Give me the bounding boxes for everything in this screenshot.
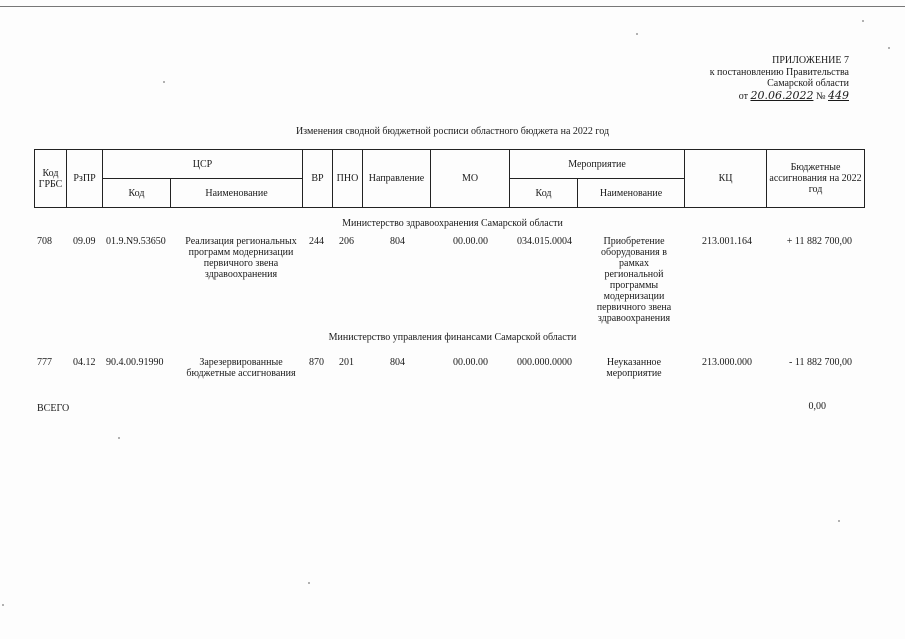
header-event: Мероприятие (510, 150, 685, 179)
scan-speck (2, 604, 4, 606)
header-direction: Направление (363, 150, 431, 208)
appendix-date-line (639, 90, 849, 103)
row-mo: 00.00.00 (453, 357, 488, 368)
header-csr-name: Наименование (171, 179, 303, 208)
header-csr-code: Код (103, 179, 171, 208)
header-csr: ЦСР (103, 150, 303, 179)
scan-speck (636, 33, 638, 35)
header-rzpr: РзПР (67, 150, 103, 208)
row-pno: 201 (339, 357, 354, 368)
row-csr-name: Зарезервированные бюджетные ассигнования (186, 357, 296, 379)
row-grbs: 708 (37, 236, 52, 247)
total-value: 0,00 (808, 401, 826, 412)
handwritten-date: 20.06.2022 (750, 88, 814, 102)
appendix-block (639, 55, 849, 102)
row-direction: 804 (390, 236, 405, 247)
scan-edge-line (0, 6, 905, 7)
header-pno: ПНО (333, 150, 363, 208)
scan-speck (118, 437, 120, 439)
document-title: Изменения сводной бюджетной росписи областного бюджета на 2022 год (295, 126, 610, 137)
ministry-heading: Министерство здравоохранения Самарской области (342, 218, 563, 229)
row-csr-code: 01.9.N9.53650 (106, 236, 166, 247)
scan-speck (862, 20, 864, 22)
appendix-title: ПРИЛОЖЕНИЕ 7 (772, 55, 849, 66)
header-budget: Бюджетные ассигнования на 2022 год (767, 150, 865, 208)
header-event-name: Наименование (578, 179, 685, 208)
row-grbs: 777 (37, 357, 52, 368)
ministry-heading: Министерство управления финансами Самарской области (328, 332, 577, 343)
row-kc: 213.000.000 (702, 357, 752, 368)
number-label: № (815, 90, 826, 102)
row-direction: 804 (390, 357, 405, 368)
handwritten-number: 449 (828, 88, 849, 102)
row-vr: 244 (309, 236, 324, 247)
row-event-name: Неуказанное мероприятие (606, 357, 662, 379)
scan-speck (838, 520, 840, 522)
header-mo: МО (431, 150, 510, 208)
row-rzpr: 09.09 (73, 236, 96, 247)
row-rzpr: 04.12 (73, 357, 96, 368)
from-label: от (738, 90, 748, 102)
row-event-code: 034.015.0004 (517, 236, 572, 247)
appendix-region: Самарской области (767, 78, 849, 89)
row-mo: 00.00.00 (453, 236, 488, 247)
row-amount: - 11 882 700,00 (789, 357, 852, 368)
row-csr-code: 90.4.00.91990 (106, 357, 164, 368)
total-label: ВСЕГО (37, 403, 70, 414)
header-table (34, 149, 865, 208)
row-kc: 213.001.164 (702, 236, 752, 247)
header-grbs: Код ГРБС (35, 150, 67, 208)
row-vr: 870 (309, 357, 324, 368)
appendix-resolution: к постановлению Правительства (709, 66, 849, 78)
header-event-code: Код (510, 179, 578, 208)
scan-speck (888, 47, 890, 49)
row-event-code: 000.000.0000 (517, 357, 572, 368)
row-csr-name: Реализация региональных программ модернизации первичного звена здравоохранения (185, 236, 297, 280)
scan-speck (163, 81, 165, 83)
row-pno: 206 (339, 236, 354, 247)
row-amount: + 11 882 700,00 (786, 236, 852, 247)
scan-speck (308, 582, 310, 584)
header-kc: КЦ (685, 150, 767, 208)
header-vr: ВР (303, 150, 333, 208)
row-event-name: Приобретение оборудования в рамках региональной программы модернизации первичного звена здравоохранения (596, 236, 672, 324)
